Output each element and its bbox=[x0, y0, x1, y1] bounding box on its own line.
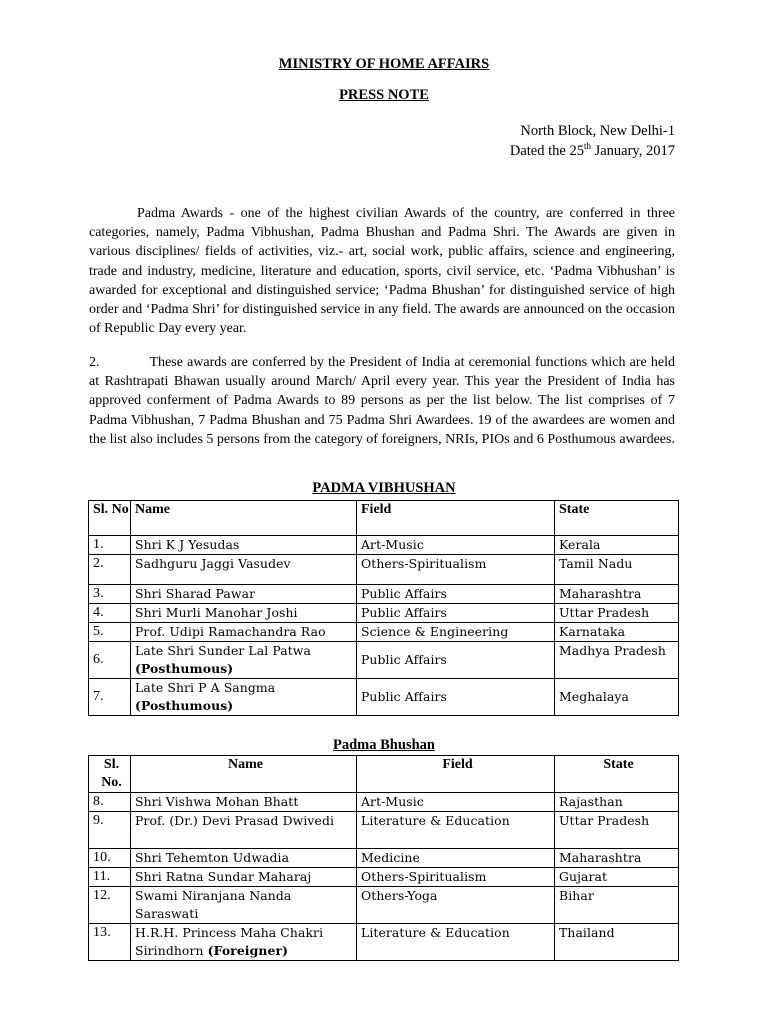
table-row bbox=[89, 536, 679, 555]
header-state: State bbox=[555, 756, 679, 793]
table-header-row bbox=[89, 756, 679, 793]
paragraph-2-text: These awards are conferred by the President of India at ceremonial functions which are held at Rashtrapati Bhawan usually around March/ April every year. This year the President of India has approved conferment of Padma Awards to 89 persons as per the list below. The list comprises of 7 Padma Vibhushan, 7 Padma Bhushan and 75 Padma Shri Awardees. 19 of the awardees are women and the list also includes 5 persons from the category of foreigners, NRIs, PIOs and 6 Posthumous awardees. bbox=[89, 355, 675, 447]
row-sl: 4. bbox=[89, 604, 131, 623]
date-superscript: th bbox=[583, 141, 591, 152]
row-state: Maharashtra bbox=[555, 585, 679, 604]
row-name: Late Shri Sunder Lal Patwa bbox=[135, 643, 311, 658]
address-line: North Block, New Delhi-1 bbox=[520, 123, 675, 139]
row-name: Shri Tehemton Udwadia bbox=[131, 849, 357, 868]
foreigner-note: (Foreigner) bbox=[207, 943, 289, 958]
table-row bbox=[89, 623, 679, 642]
row-name: Swami Niranjana Nanda Saraswati bbox=[131, 887, 357, 924]
table-header-row bbox=[89, 501, 679, 536]
padma-bhushan-table bbox=[88, 755, 679, 961]
header-sl-no: Sl. No bbox=[89, 501, 131, 536]
table-row bbox=[89, 679, 679, 716]
row-name: Shri Ratna Sundar Maharaj bbox=[131, 868, 357, 887]
row-sl: 1. bbox=[89, 536, 131, 555]
header-name: Name bbox=[131, 756, 357, 793]
row-sl: 5. bbox=[89, 623, 131, 642]
row-field: Others-Yoga bbox=[357, 887, 555, 924]
padma-vibhushan-title: PADMA VIBHUSHAN bbox=[312, 480, 456, 496]
row-state: Karnataka bbox=[555, 623, 679, 642]
row-field: Art-Music bbox=[357, 793, 555, 812]
row-sl: 11. bbox=[89, 868, 131, 887]
row-name: Shri Murli Manohar Joshi bbox=[131, 604, 357, 623]
padma-vibhushan-table bbox=[88, 500, 679, 716]
row-name: Sadhguru Jaggi Vasudev bbox=[131, 555, 357, 585]
row-sl: 12. bbox=[89, 887, 131, 924]
table-row bbox=[89, 604, 679, 623]
address-block bbox=[510, 121, 675, 161]
header-field: Field bbox=[357, 756, 555, 793]
row-state: Meghalaya bbox=[555, 679, 679, 716]
row-sl: 13. bbox=[89, 924, 131, 961]
padma-bhushan-title: Padma Bhushan bbox=[333, 737, 435, 753]
ministry-heading: MINISTRY OF HOME AFFAIRS bbox=[278, 56, 490, 72]
row-field: Public Affairs bbox=[357, 642, 555, 679]
row-state: Kerala bbox=[555, 536, 679, 555]
header-sl-no: Sl. No. bbox=[89, 756, 131, 793]
table-row bbox=[89, 585, 679, 604]
row-state: Maharashtra bbox=[555, 849, 679, 868]
table-row bbox=[89, 642, 679, 679]
row-state: Uttar Pradesh bbox=[555, 812, 679, 849]
date-line bbox=[510, 141, 675, 161]
row-field: Public Affairs bbox=[357, 679, 555, 716]
row-field: Public Affairs bbox=[357, 585, 555, 604]
row-field: Others-Spiritualism bbox=[357, 555, 555, 585]
row-name: Shri K J Yesudas bbox=[131, 536, 357, 555]
row-name-cell bbox=[131, 924, 357, 961]
row-field: Medicine bbox=[357, 849, 555, 868]
row-state: Tamil Nadu bbox=[555, 555, 679, 585]
row-sl: 9. bbox=[89, 812, 131, 849]
row-state: Bihar bbox=[555, 887, 679, 924]
row-field: Science & Engineering bbox=[357, 623, 555, 642]
row-sl: 3. bbox=[89, 585, 131, 604]
table-row bbox=[89, 812, 679, 849]
header-state: State bbox=[555, 501, 679, 536]
table-row bbox=[89, 924, 679, 961]
row-state: Uttar Pradesh bbox=[555, 604, 679, 623]
paragraph-2 bbox=[89, 353, 675, 449]
posthumous-note: (Posthumous) bbox=[135, 698, 234, 713]
posthumous-note: (Posthumous) bbox=[135, 661, 234, 676]
date-prefix: Dated the 25 bbox=[509, 143, 584, 159]
row-field: Literature & Education bbox=[357, 812, 555, 849]
row-sl: 6. bbox=[89, 642, 131, 679]
header-field: Field bbox=[357, 501, 555, 536]
row-sl: 8. bbox=[89, 793, 131, 812]
paragraph-2-number: 2. bbox=[89, 355, 100, 370]
row-sl: 7. bbox=[89, 679, 131, 716]
row-sl: 10. bbox=[89, 849, 131, 868]
row-name: H.R.H. Princess Maha Chakri Sirindhorn bbox=[135, 925, 324, 958]
row-state: Rajasthan bbox=[555, 793, 679, 812]
row-name: Shri Vishwa Mohan Bhatt bbox=[131, 793, 357, 812]
table-row bbox=[89, 793, 679, 812]
row-sl: 2. bbox=[89, 555, 131, 585]
table-row bbox=[89, 868, 679, 887]
row-name-cell bbox=[131, 679, 357, 716]
date-suffix: January, 2017 bbox=[590, 143, 675, 159]
row-state: Thailand bbox=[555, 924, 679, 961]
row-state: Gujarat bbox=[555, 868, 679, 887]
table-row bbox=[89, 887, 679, 924]
row-field: Art-Music bbox=[357, 536, 555, 555]
row-state: Madhya Pradesh bbox=[555, 642, 679, 679]
press-note-heading: PRESS NOTE bbox=[339, 87, 429, 103]
table-row bbox=[89, 849, 679, 868]
paragraph-1 bbox=[89, 204, 675, 338]
row-name: Late Shri P A Sangma bbox=[135, 680, 276, 695]
table-row bbox=[89, 555, 679, 585]
header-name: Name bbox=[131, 501, 357, 536]
paragraph-1-text: Padma Awards - one of the highest civilian Awards of the country, are conferred in three categories, namely, Padma Vibhushan, Padma Bhushan and Padma Shri. The Awards are given in various disciplines/ fields of activities, viz.- art, social work, public affairs, science and engineering, trade and industry, medicine, literature and education, sports, civil service, etc. ‘Padma Vibhushan’ is awarded for exceptional and distinguished service; ‘Padma Bhushan’ for distinguished service of high order and ‘Padma Shri’ for distinguished service in any field. The awards are announced on the occasion of Republic Day every year. bbox=[89, 206, 675, 337]
row-name: Shri Sharad Pawar bbox=[131, 585, 357, 604]
row-field: Others-Spiritualism bbox=[357, 868, 555, 887]
row-name: Prof. Udipi Ramachandra Rao bbox=[131, 623, 357, 642]
row-field: Public Affairs bbox=[357, 604, 555, 623]
row-name-cell bbox=[131, 642, 357, 679]
row-name: Prof. (Dr.) Devi Prasad Dwivedi bbox=[131, 812, 357, 849]
row-field: Literature & Education bbox=[357, 924, 555, 961]
